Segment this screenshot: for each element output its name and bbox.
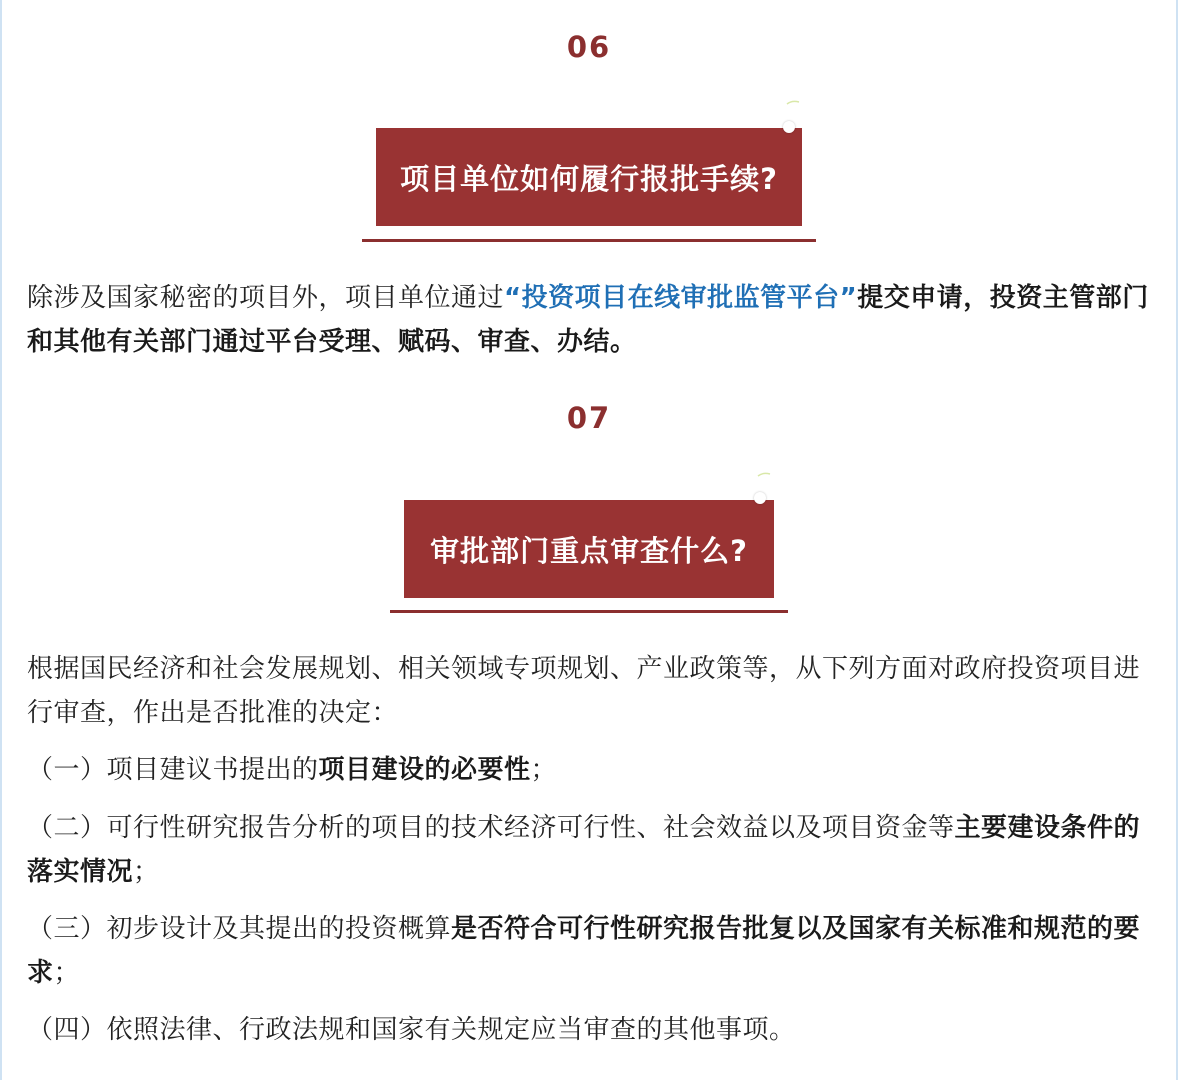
sparkle-decoration-icon [757, 470, 771, 480]
paragraph-approval-procedure [27, 276, 1151, 364]
dot-decoration-icon [754, 492, 766, 504]
review-item-3 [27, 907, 1151, 995]
item-text: （一）项目建议书提出的 [27, 755, 319, 785]
dot-decoration-icon [783, 121, 795, 133]
paragraph-review-intro: 根据国民经济和社会发展规划、相关领域专项规划、产业政策等，从下列方面对政府投资项目进行审查，作出是否批准的决定： [27, 654, 1141, 728]
item-text: （二）可行性研究报告分析的项目的技术经济可行性、社会效益以及项目资金等 [27, 813, 955, 843]
item-text: （三）初步设计及其提出的投资概算 [27, 914, 452, 944]
platform-name-highlight: “投资项目在线审批监管平台” [504, 283, 858, 313]
item-bold-text: 项目建设的必要性 [318, 755, 531, 785]
title-underline-07 [390, 610, 788, 613]
frame-left-border [0, 0, 2, 1080]
review-item-2 [27, 806, 1151, 894]
sparkle-decoration-icon [786, 98, 800, 108]
item-bold-text: 主要建设条件的落实情况 [27, 813, 1141, 887]
item-text: （四）依照法律、行政法规和国家有关规定应当审查的其他事项。 [27, 1015, 796, 1045]
section-number-06: 06 [566, 30, 612, 64]
para-text: 除涉及国家秘密的项目外，项目单位通过 [27, 283, 505, 313]
para-bold-text: 提交申请，投资主管部门和其他有关部门通过平台受理、赋码、审查、办结。 [27, 283, 1149, 357]
section-title-06: 项目单位如何履行报批手续? [376, 128, 802, 226]
item-punct: ； [53, 958, 81, 988]
review-item-4 [27, 1008, 1151, 1052]
item-punct: ； [133, 857, 160, 887]
section-number-07: 07 [566, 401, 612, 435]
item-bold-text: 是否符合可行性研究报告批复以及国家有关标准和规范的要求 [27, 914, 1141, 988]
section-title-07: 审批部门重点审查什么? [404, 500, 774, 598]
item-punct: ； [530, 755, 558, 785]
title-underline-06 [362, 239, 816, 242]
review-item-1 [27, 748, 1151, 792]
